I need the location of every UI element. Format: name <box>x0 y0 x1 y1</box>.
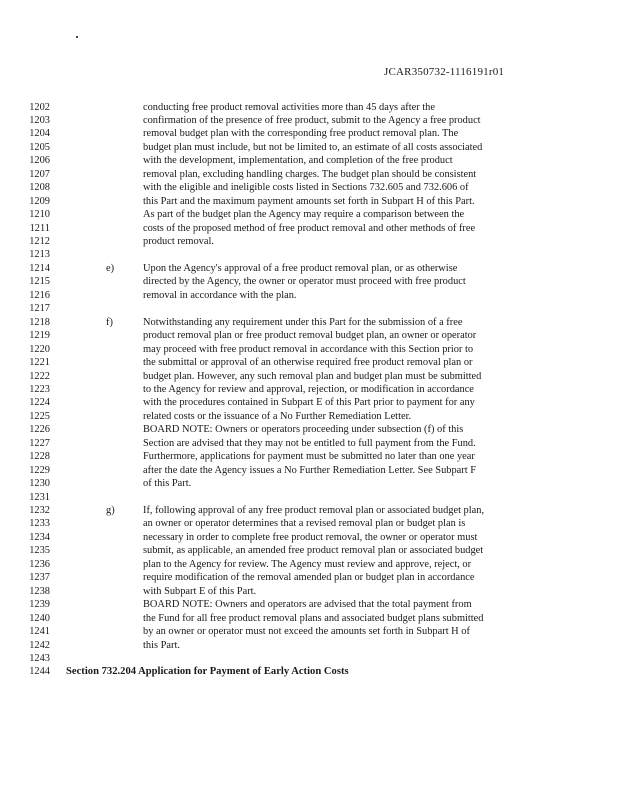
line-text: by an owner or operator must not exceed the amounts set forth in Subpart H of <box>143 626 470 638</box>
text-line <box>0 356 618 369</box>
line-text: Furthermore, applications for payment must be submitted no later than one year <box>143 451 475 463</box>
text-line <box>0 464 618 477</box>
line-number: 1210 <box>29 209 50 221</box>
line-number: 1233 <box>29 518 50 530</box>
document-id-header: JCAR350732-1116191r01 <box>384 66 505 78</box>
text-line <box>0 437 618 450</box>
section-title: Section 732.204 Application for Payment of Early Action Costs <box>66 666 349 678</box>
text-line <box>0 222 618 235</box>
text-line <box>0 235 618 248</box>
text-line <box>0 127 618 140</box>
line-text: after the date the Agency issues a No Further Remediation Letter. See Subpart F <box>143 464 476 476</box>
text-line <box>0 612 618 625</box>
text-line <box>0 558 618 571</box>
line-text: with the procedures contained in Subpart E of this Part prior to payment for any <box>143 397 475 409</box>
line-text: product removal plan or free product removal budget plan, an owner or operator <box>143 330 477 342</box>
text-line <box>0 531 618 544</box>
line-number: 1223 <box>29 383 50 395</box>
line-text: may proceed with free product removal in accordance with this Section prior to <box>143 343 474 355</box>
text-line <box>0 101 618 114</box>
line-text: related costs or the issuance of a No Further Remediation Letter. <box>143 410 412 422</box>
line-text: with the eligible and ineligible costs listed in Sections 732.605 and 732.606 of <box>143 182 469 194</box>
line-text: the Fund for all free product removal plans and associated budget plans submitted <box>143 612 484 624</box>
line-number: 1213 <box>29 249 50 261</box>
line-number: 1241 <box>29 626 50 638</box>
line-number: 1215 <box>29 276 50 288</box>
text-line <box>0 477 618 490</box>
line-number: 1232 <box>29 505 50 516</box>
line-number: 1217 <box>29 303 50 315</box>
line-number: 1238 <box>29 585 50 597</box>
text-line <box>0 504 618 517</box>
line-number: 1202 <box>29 101 50 113</box>
line-text: costs of the proposed method of free product removal and other methods of free <box>143 222 476 234</box>
text-line <box>0 248 618 261</box>
line-number: 1214 <box>29 262 50 274</box>
text-line <box>0 544 618 557</box>
text-line <box>0 652 618 665</box>
line-number: 1230 <box>29 478 50 490</box>
text-line <box>0 410 618 423</box>
text-line <box>0 396 618 409</box>
line-text: this Part and the maximum payment amounts set forth in Subpart H of this Part. <box>143 195 475 207</box>
line-number: 1221 <box>29 357 50 369</box>
text-line <box>0 181 618 194</box>
text-line <box>0 208 618 221</box>
line-text: with Subpart E of this Part. <box>143 585 257 597</box>
text-line <box>0 262 618 275</box>
line-number: 1244 <box>29 666 50 678</box>
line-number: 1208 <box>29 182 50 194</box>
line-number: 1234 <box>29 531 50 543</box>
line-text: an owner or operator determines that a revised removal plan or budget plan is <box>143 518 466 530</box>
line-text: the submittal or approval of an otherwise required free product removal plan or <box>143 357 473 369</box>
speck-mark <box>76 36 78 38</box>
line-text: removal plan, excluding handling charges. The budget plan should be consistent <box>143 168 477 180</box>
line-text: to the Agency for review and approval, rejection, or modification in accordance <box>143 383 474 395</box>
text-line <box>0 141 618 154</box>
line-text: of this Part. <box>143 478 192 490</box>
line-number: 1219 <box>29 330 50 342</box>
text-line <box>0 625 618 638</box>
line-number: 1212 <box>29 236 50 247</box>
line-number: 1206 <box>29 155 50 167</box>
subsection-label: f) <box>106 316 113 328</box>
line-number: 1207 <box>29 168 50 180</box>
line-number: 1216 <box>29 289 50 301</box>
line-number: 1224 <box>29 397 50 409</box>
text-line <box>0 168 618 181</box>
section-heading-row <box>0 665 618 678</box>
text-line <box>0 491 618 504</box>
text-line <box>0 289 618 302</box>
line-text: If, following approval of any free product removal plan or associated budget plan, <box>143 505 485 516</box>
text-line <box>0 383 618 396</box>
line-text: Upon the Agency's approval of a free product removal plan, or as otherwise <box>143 262 458 274</box>
line-text: removal in accordance with the plan. <box>143 289 297 301</box>
line-number: 1205 <box>29 141 50 153</box>
line-number: 1237 <box>29 572 50 584</box>
text-line <box>0 571 618 584</box>
text-line <box>0 517 618 530</box>
line-number: 1226 <box>29 424 50 436</box>
line-number: 1243 <box>29 652 50 664</box>
line-text: As part of the budget plan the Agency may require a comparison between the <box>143 209 465 221</box>
line-number: 1229 <box>29 464 50 476</box>
line-number: 1231 <box>29 491 50 503</box>
text-line <box>0 370 618 383</box>
line-text: confirmation of the presence of free product, submit to the Agency a free product <box>143 114 481 126</box>
line-text: BOARD NOTE: Owners or operators proceeding under subsection (f) of this <box>143 424 464 436</box>
line-number: 1236 <box>29 558 50 570</box>
text-line <box>0 343 618 356</box>
text-line <box>0 598 618 611</box>
line-number: 1220 <box>29 343 50 355</box>
line-number: 1240 <box>29 612 50 624</box>
line-text: submit, as applicable, an amended free product removal plan or associated budget <box>143 545 484 557</box>
text-line <box>0 450 618 463</box>
line-number: 1235 <box>29 545 50 557</box>
text-line <box>0 302 618 315</box>
line-number: 1203 <box>29 114 50 126</box>
line-number: 1239 <box>29 599 50 611</box>
line-number: 1225 <box>29 410 50 422</box>
subsection-label: e) <box>106 262 115 274</box>
text-line <box>0 195 618 208</box>
text-line <box>0 275 618 288</box>
subsection-label: g) <box>106 505 115 516</box>
line-text: with the development, implementation, and completion of the free product <box>143 155 453 167</box>
line-text: directed by the Agency, the owner or operator must proceed with free product <box>143 276 466 288</box>
line-text: necessary in order to complete free product removal, the owner or operator must <box>143 531 478 543</box>
line-text: BOARD NOTE: Owners and operators are advised that the total payment from <box>143 599 472 611</box>
line-text: this Part. <box>143 639 180 651</box>
line-text: plan to the Agency for review. The Agency must review and approve, reject, or <box>143 558 472 570</box>
line-number: 1209 <box>29 195 50 207</box>
line-text: Notwithstanding any requirement under this Part for the submission of a free <box>143 316 463 328</box>
line-number: 1228 <box>29 451 50 463</box>
text-line <box>0 154 618 167</box>
text-line <box>0 423 618 436</box>
text-line <box>0 114 618 127</box>
line-text: product removal. <box>143 236 214 247</box>
line-text: Section are advised that they may not be entitled to full payment from the Fund. <box>143 437 476 449</box>
line-text: require modification of the removal amended plan or budget plan in accordance <box>143 572 475 584</box>
line-number: 1204 <box>29 128 50 140</box>
text-line <box>0 316 618 329</box>
line-number: 1242 <box>29 639 50 651</box>
line-text: conducting free product removal activities more than 45 days after the <box>143 101 435 113</box>
line-number: 1211 <box>29 222 50 234</box>
text-line <box>0 639 618 652</box>
line-number: 1222 <box>29 370 50 382</box>
line-text: budget plan must include, but not be limited to, an estimate of all costs associated <box>143 141 483 153</box>
text-line <box>0 329 618 342</box>
line-text: removal budget plan with the corresponding free product removal plan. The <box>143 128 459 140</box>
line-number: 1218 <box>29 316 50 328</box>
line-text: budget plan. However, any such removal plan and budget plan must be submitted <box>143 370 482 382</box>
line-number: 1227 <box>29 437 50 449</box>
text-line <box>0 585 618 598</box>
